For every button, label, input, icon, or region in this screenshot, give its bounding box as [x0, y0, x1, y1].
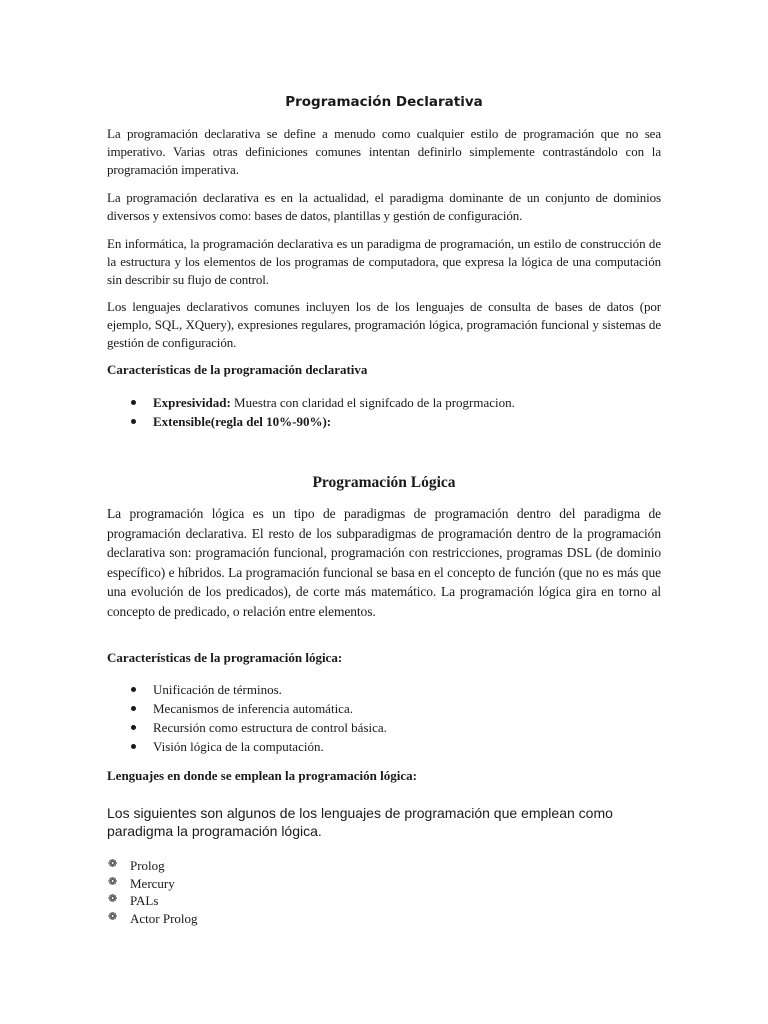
feature-text: Muestra con claridad el signifcado de la progrmacion. [230, 395, 515, 410]
list-item [107, 910, 198, 928]
language-name: Mercury [130, 875, 175, 891]
list-item-text: Mecanismos de inferencia automática. [153, 701, 353, 716]
language-name: PALs [130, 893, 159, 908]
list-item-text: Recursión como estructura de control básica. [153, 720, 387, 735]
list-item [107, 892, 198, 910]
languages-intro: Los siguientes son algunos de los lenguajes de programación que emplean como paradigma la programación lógica. [107, 805, 613, 839]
list-item [107, 875, 198, 893]
paragraph: En informática, la programación declarativa es un paradigma de programación, un estilo de construcción de la estructura y los elementos de los programas de computadora, que expresa la lógica de una computación sin describir su flujo de control. [107, 236, 661, 287]
bullet-icon [131, 419, 136, 424]
features-list-declarativa [107, 393, 515, 431]
paragraph: Los lenguajes declarativos comunes incluyen los de los lenguajes de consulta de bases de datos (por ejemplo, SQL, XQuery), expresiones regulares, programación lógica, programación funcional y sistemas de gestión de configuración. [107, 299, 661, 350]
subheading-caracteristicas-logica: Características de la programación lógica: [107, 650, 343, 665]
language-name: Actor Prolog [130, 910, 198, 926]
feature-term: Extensible(regla del 10%-90%): [153, 414, 332, 429]
list-item [107, 393, 515, 412]
flower-bullet-icon: ❁ [108, 874, 118, 888]
languages-list [107, 857, 198, 927]
section-title-declarativa: Programación Declarativa [285, 94, 483, 110]
list-item [107, 857, 198, 875]
paragraph: La programación declarativa es en la actualidad, el paradigma dominante de un conjunto de dominios diversos y extensivos como: bases de datos, plantillas y gestión de configuración. [107, 190, 661, 223]
features-list-logica [107, 680, 387, 756]
flower-bullet-icon: ❁ [108, 857, 118, 870]
section-title-logica: Programación Lógica [312, 474, 456, 491]
list-item [107, 680, 387, 699]
list-item [107, 718, 387, 737]
flower-bullet-icon: ❁ [108, 892, 118, 905]
bullet-icon [131, 400, 136, 405]
bullet-icon [131, 687, 136, 692]
paragraph: La programación lógica es un tipo de paradigmas de programación dentro del paradigma de programación declarativa. El resto de los subparadigmas de programación dentro de la programación declarativa son: programación funcional, programación con restricciones, programas DSL (de dominio específico) e híbridos. La programación funcional se basa en el concepto de función (que no es más que una evolución de los predicados), de corte más matemático. La programación lógica gira en torno al concepto de predicado, o relación entre elementos. [107, 506, 661, 619]
language-name: Prolog [130, 858, 165, 873]
list-item [107, 412, 515, 431]
list-item [107, 737, 387, 756]
paragraph: La programación declarativa se define a menudo como cualquier estilo de programación que no sea imperativo. Varias otras definiciones comunes intentan definirlo simplemente contrastándolo con la programación imperativa. [107, 126, 661, 177]
bullet-icon [131, 744, 136, 749]
subheading-lenguajes: Lenguajes en donde se emplean la programación lógica: [107, 768, 417, 783]
bullet-icon [131, 706, 136, 711]
list-item [107, 699, 387, 718]
list-item-text: Visión lógica de la computación. [153, 739, 324, 754]
bullet-icon [131, 725, 136, 730]
feature-term: Expresividad: [153, 395, 231, 410]
subheading-caracteristicas-declarativa: Características de la programación declarativa [107, 362, 368, 377]
flower-bullet-icon: ❁ [108, 909, 118, 923]
list-item-text: Unificación de términos. [153, 682, 282, 697]
